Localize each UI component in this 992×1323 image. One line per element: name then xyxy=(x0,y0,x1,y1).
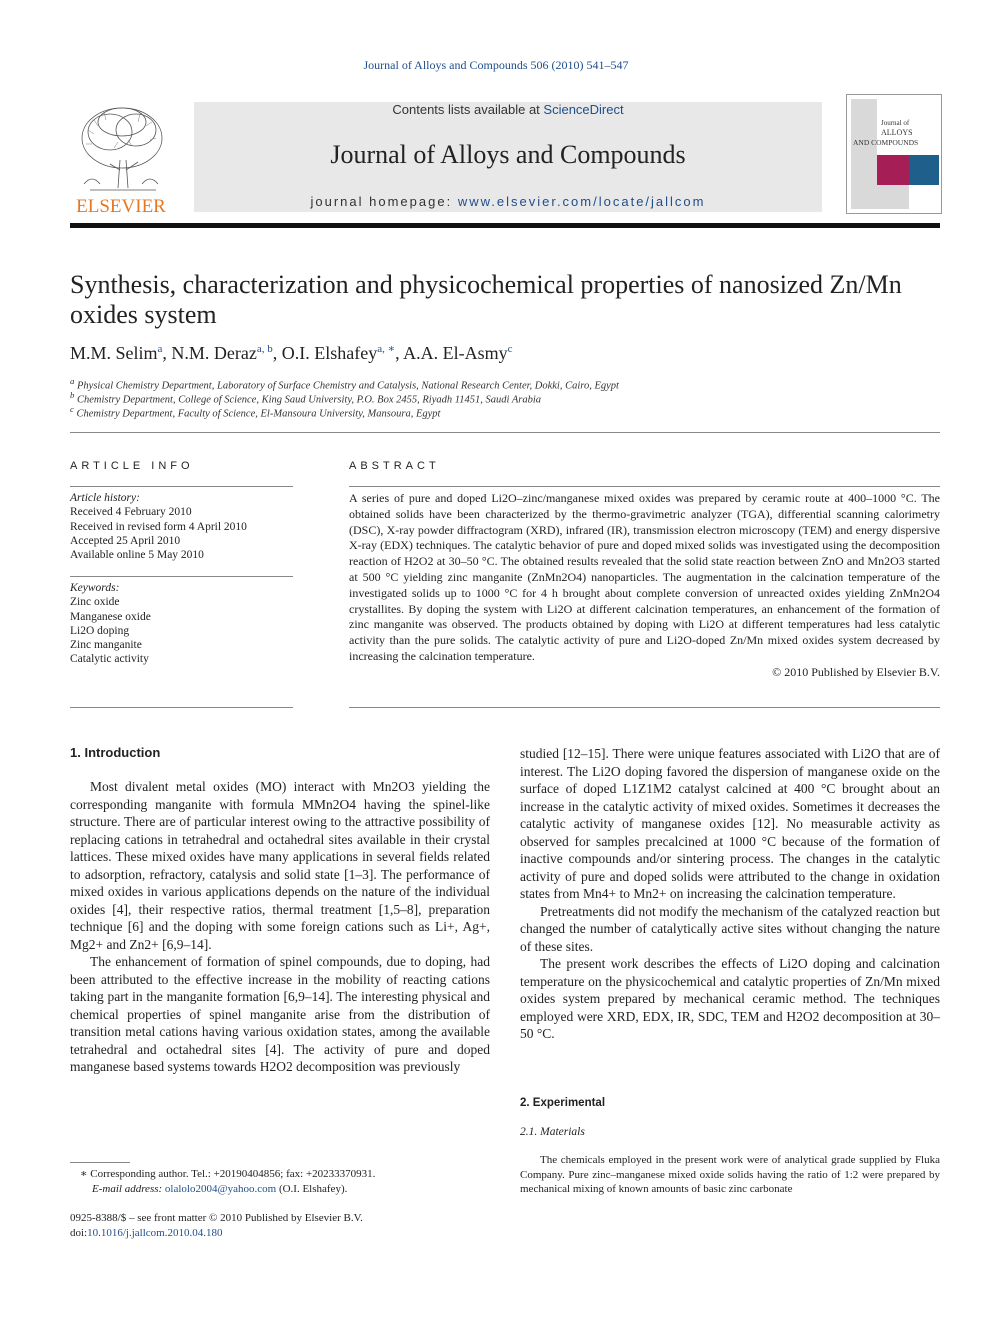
journal-title: Journal of Alloys and Compounds xyxy=(330,140,686,169)
divider xyxy=(349,707,940,708)
author-affiliation-mark[interactable]: a, b xyxy=(256,343,273,355)
sciencedirect-link[interactable]: ScienceDirect xyxy=(543,102,624,117)
svg-text:ALLOYS: ALLOYS xyxy=(881,128,913,137)
divider xyxy=(70,486,293,487)
section-heading: 1. Introduction xyxy=(70,745,161,760)
section-heading-experimental: 2. Experimental xyxy=(520,1097,606,1109)
author-affiliation-mark[interactable]: a, ∗ xyxy=(377,343,396,355)
email-link[interactable]: olalolo2004@yahoo.com xyxy=(164,1182,277,1195)
author-name: N.M. Deraz xyxy=(171,343,257,363)
keyword: Manganese oxide xyxy=(70,610,151,623)
paragraph: The present work describes the effects of Li2O doping and calcination temperature on the physicochemical and catalytic properties of Zn/Mn mixed oxides system prepared by mechanical ceramic method. The techniques employed were XRD, EDX, IR, SDC, TEM and H2O2 decomposition at 30–50 °C. xyxy=(520,956,940,1041)
header-rule xyxy=(70,223,940,228)
svg-text:Journal of: Journal of xyxy=(881,119,910,127)
keyword: Zinc manganite xyxy=(70,639,142,652)
keywords: Keywords: Zinc oxide Manganese oxide Li2O doping Zinc manganite Catalytic activity xyxy=(70,581,293,667)
svg-text:ELSEVIER: ELSEVIER xyxy=(76,196,166,215)
journal-homepage: journal homepage: www.elsevier.com/locate/jallcom xyxy=(310,194,706,209)
journal-reference[interactable]: Journal of Alloys and Compounds 506 (2010) 541–547 xyxy=(363,58,629,72)
footnote-rule xyxy=(70,1162,130,1163)
author-name: A.A. El-Asmy xyxy=(403,343,508,363)
paragraph: Pretreatments did not modify the mechanism of the catalyzed reaction but changed the number of catalytically active sites without changing the nature of these sites. xyxy=(520,903,940,954)
corresponding-author-note: ∗ Corresponding author. Tel.: +20190404856; fax: +20233370931. E-mail address: olalolo2004@yahoo.com (O.I. Elshafey). xyxy=(80,1168,376,1195)
elsevier-tree-icon xyxy=(70,100,173,215)
abstract-heading: ABSTRACT xyxy=(349,460,440,472)
author-affiliation-mark[interactable]: c xyxy=(507,343,513,355)
intro-continued xyxy=(520,745,940,1043)
author-list: M.M. Selim$^a$, N.M. Deraz$^{a, b}$, O.I. Elshafey$^{a, ∗}$, A.A. El-Asmy$^c$ xyxy=(70,343,513,363)
keyword: Catalytic activity xyxy=(70,653,149,666)
article-info-heading: ARTICLE INFO xyxy=(70,460,194,472)
paragraph: The enhancement of formation of spinel compounds, due to doping, had been attributed to the effective increase in the mobility of reacting cations taking part in the manganite formation [6,9–14]. The interesting physical and chemical properties of spinel manganite arise from the distribution of transition metal cations having various oxidation states, among the available tetrahedral and octahedral sites [4]. The activity of pure and doped manganese based systems towards H2O2 decomposition was previously xyxy=(70,954,490,1074)
affiliation: $^a$ Physical Chemistry Department, Laboratory of Surface Chemistry and Catalysis, National Research Center, Dokki, Cairo, Egypt xyxy=(70,376,619,392)
affiliation: $^c$ Chemistry Department, Faculty of Science, El-Mansoura University, Mansoura, Egypt xyxy=(70,404,441,420)
divider xyxy=(70,432,940,433)
divider xyxy=(70,707,293,708)
keyword: Zinc oxide xyxy=(70,596,120,609)
paragraph: studied [12–15]. There were unique features associated with Li2O that are of interest. The Li2O doping favored the dispersion of manganese oxide on the surface of doped L1Z1M2 catalyst calcined at 400 °C brought about an increase in the catalytic activity of mixed oxides. Sometimes it decreases the catalytic activity of manganese oxides [12]. No measurable activity as observed for samples precalcined at 1000 °C because of the formation of inactive compounds and/or sintering process. The changes in the catalytic activity of pure and doped solids were attributed to the change in oxidation states from Mn4+ to Mn2+ on increasing the calcination temperature. xyxy=(520,746,940,901)
section-introduction xyxy=(70,745,490,760)
homepage-link[interactable]: www.elsevier.com/locate/jallcom xyxy=(457,194,706,209)
keyword: Li2O doping xyxy=(70,624,130,637)
materials-paragraph: The chemicals employed in the present work were of analytical grade supplied by Fluka Company. Pure zinc–manganese mixed oxide solids having the ratio of 1:2 were prepared by mechanical mixing of known amounts of basic zinc carbonate xyxy=(520,1154,940,1195)
doi-link[interactable]: 10.1016/j.jallcom.2010.04.180 xyxy=(87,1226,223,1239)
affiliation: $^b$ Chemistry Department, College of Science, King Saud University, P.O. Box 2455, Riyadh 11451, Saudi Arabia xyxy=(70,390,541,406)
journal-cover-thumbnail xyxy=(846,94,942,214)
elsevier-logo xyxy=(70,100,173,215)
copyright: © 2010 Published by Elsevier B.V. xyxy=(772,664,940,679)
article-history: Article history: Received 4 February 2010 Received in revised form 4 April 2010 Accepted 25 April 2010 Available online 5 May 2010 xyxy=(70,492,247,562)
author-name: O.I. Elshafey xyxy=(281,343,378,363)
subsection-heading-materials: 2.1. Materials xyxy=(520,1126,585,1138)
front-matter-note: 0925-8388/$ – see front matter © 2010 Published by Elsevier B.V. doi:10.1016/j.jallcom.2010.04.180 xyxy=(70,1212,363,1239)
intro-paragraphs xyxy=(70,778,490,1076)
article-title: Synthesis, characterization and physicochemical properties of nanosized Zn/Mn oxides system xyxy=(70,270,902,329)
paragraph: Most divalent metal oxides (MO) interact with Mn2O3 yielding the corresponding manganite with formula MMn2O4 having the spinel-like structure. There are of particular interest owing to the attractive possibility of replacing cations in tetrahedral and octahedral sites available in their crystal lattices. These mixed oxides have many applications in several fields related to adsorption, refractory, catalysis and solid state [1–3]. The performance of mixed oxides in various applications depends on the nature of the individual oxides [4], their respective ratios, thermal treatment [1,5–8], preparation technique [6] and the doping with some foreign cations such as Li+, Ag+, Mg2+ and Zn2+ [6,9–14]. xyxy=(70,779,490,952)
divider xyxy=(70,576,293,577)
author-name: M.M. Selim xyxy=(70,343,158,363)
divider xyxy=(349,486,940,487)
contents-line: Contents lists available at ScienceDirect xyxy=(392,102,624,117)
abstract-body: A series of pure and doped Li2O–zinc/manganese mixed oxides was prepared by ceramic route at 400–1000 °C. The obtained solids have been characterized by the thermo-gravimetric analyzer (TGA), differential scanning calorimetry (DSC), X-ray powder diffractogram (XRD), infrared (IR), transmission electron microscopy (TEM) and energy dispersive X-ray (EDX) techniques. The catalytic behavior of pure and doped mixed solids was investigated using the decomposition reaction of H2O2 at 30–50 °C. The obtained results revealed that the solid state reaction between ZnO and Mn2O3 started at 500 °C yielding zinc manganite (ZnMn2O4) nanoparticles. The augmentation in the calcination temperature of the investigated solids up to 1000 °C for 4 h brought about complete conversion of unreacted oxides yielding ZnMn2O4 crystallites. By doping the system with Li2O at different calcination temperatures, an enhancement of the formation of zinc manganite was observed. The products obtained by doping with Li2O at different temperatures had less catalytic activity than the pure solids. The catalytic activity of pure and Li2O-doped Zn/Mn mixed oxides system decreased by increasing the calcination temperature. © 2010 Published by Elsevier B.V. xyxy=(349,491,940,679)
svg-text:AND COMPOUNDS: AND COMPOUNDS xyxy=(853,138,919,147)
author-affiliation-mark[interactable]: a xyxy=(157,343,163,355)
